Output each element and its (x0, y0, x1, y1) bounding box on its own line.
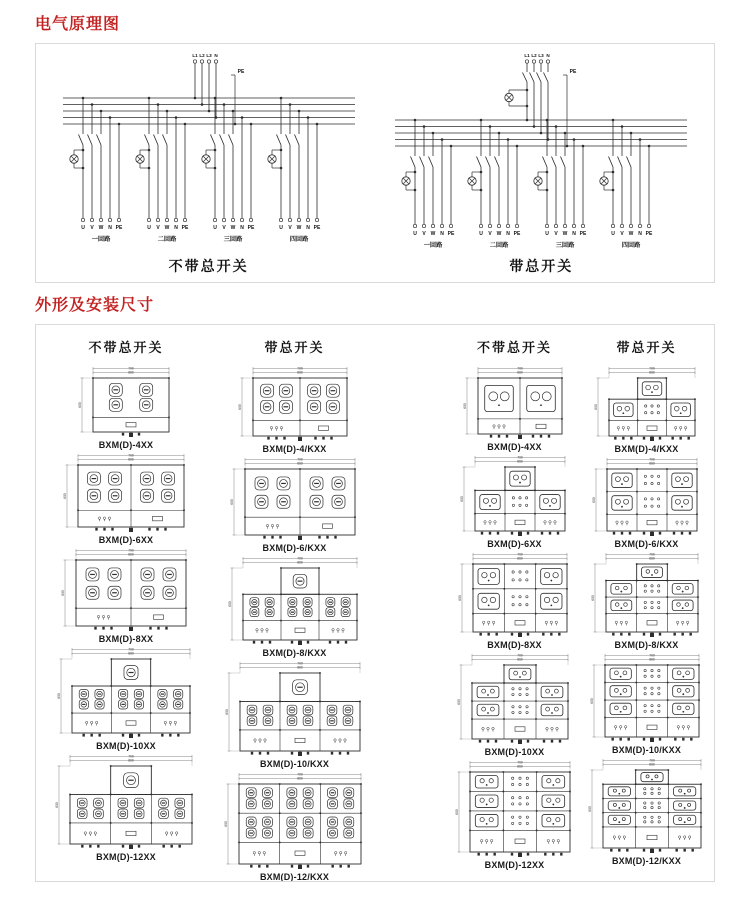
model-label: BXM(D)-6/KXX (262, 543, 327, 553)
svg-text:V: V (89, 225, 94, 231)
svg-text:600: 600 (589, 698, 594, 704)
dimension-column-1 (212, 337, 377, 882)
svg-text:660: 660 (296, 461, 303, 466)
svg-text:L3: L3 (205, 53, 212, 58)
svg-text:600: 600 (590, 595, 595, 601)
model-label: BXM(D)-4XX (98, 440, 154, 450)
svg-text:660: 660 (516, 556, 523, 561)
cabinet-svg (588, 758, 706, 856)
model-label: BXM(D)-8XX (487, 640, 542, 650)
svg-text:W: W (430, 231, 436, 237)
cabinet-figure (78, 366, 174, 450)
svg-text:U: U (545, 231, 550, 237)
svg-text:W: W (164, 225, 170, 231)
svg-text:三回路: 三回路 (223, 236, 242, 243)
svg-text:W: W (562, 231, 568, 237)
section2-title: 外形及安装尺寸 (35, 297, 155, 314)
circuit-diagram-no-main (49, 48, 369, 276)
svg-text:660: 660 (516, 370, 523, 375)
cabinet-svg (594, 366, 700, 444)
cabinet-svg (457, 653, 573, 747)
svg-text:660: 660 (516, 459, 523, 464)
cabinet-figure (458, 552, 572, 650)
svg-text:660: 660 (128, 457, 134, 462)
svg-text:PE: PE (447, 231, 455, 237)
svg-text:600: 600 (63, 493, 68, 499)
svg-text:N: N (440, 231, 445, 237)
svg-text:L2: L2 (198, 53, 205, 58)
column-header: 带总开关 (264, 340, 325, 355)
svg-text:PE: PE (181, 225, 188, 231)
svg-text:N: N (239, 225, 244, 231)
svg-text:700: 700 (648, 457, 655, 462)
model-label: BXM(D)-8/KXX (614, 640, 679, 650)
model-label: BXM(D)-10/KXX (611, 745, 682, 755)
cabinet-svg (230, 457, 360, 543)
svg-text:PE: PE (645, 231, 653, 237)
cabinet-svg (238, 366, 352, 444)
svg-text:660: 660 (128, 552, 134, 557)
svg-text:700: 700 (516, 455, 523, 460)
circuit-svg-with-main (381, 48, 701, 258)
svg-text:600: 600 (462, 403, 467, 409)
svg-text:N: N (546, 53, 550, 58)
svg-text:四回路: 四回路 (289, 236, 308, 243)
svg-text:700: 700 (296, 366, 303, 371)
svg-text:700: 700 (296, 556, 303, 561)
svg-text:V: V (287, 225, 292, 231)
svg-text:V: V (155, 225, 160, 231)
model-label: BXM(D)-8XX (98, 634, 154, 644)
cabinet-figure (238, 366, 352, 454)
svg-text:U: U (611, 231, 616, 237)
svg-text:U: U (479, 231, 484, 237)
cabinet-svg (63, 453, 189, 535)
model-label: BXM(D)-6XX (487, 539, 542, 549)
svg-text:700: 700 (516, 552, 523, 557)
svg-text:600: 600 (229, 499, 234, 505)
svg-text:660: 660 (648, 370, 655, 375)
circuit-diagram-with-main (381, 48, 701, 276)
svg-text:600: 600 (591, 497, 596, 503)
circuit-caption: 不带总开关 (168, 258, 249, 274)
svg-text:L1: L1 (191, 53, 198, 58)
circuit-caption: 带总开关 (509, 258, 574, 274)
model-label: BXM(D)-6XX (98, 535, 154, 545)
model-label: BXM(D)-12/KXX (259, 872, 330, 882)
svg-text:700: 700 (648, 366, 655, 371)
svg-text:N: N (305, 225, 310, 231)
svg-text:U: U (413, 231, 418, 237)
svg-text:700: 700 (128, 453, 134, 458)
svg-text:600: 600 (227, 601, 232, 607)
svg-text:660: 660 (128, 370, 134, 375)
svg-text:PE: PE (569, 69, 577, 75)
circuit-svg-no-main (49, 48, 369, 258)
svg-text:600: 600 (454, 809, 459, 815)
svg-text:700: 700 (296, 457, 303, 462)
svg-text:660: 660 (296, 665, 303, 670)
svg-text:600: 600 (57, 693, 62, 699)
svg-text:N: N (173, 225, 178, 231)
svg-text:600: 600 (457, 595, 462, 601)
cabinet-figure (590, 653, 704, 755)
svg-text:600: 600 (78, 402, 83, 408)
svg-text:PE: PE (579, 231, 587, 237)
svg-text:660: 660 (516, 657, 523, 662)
svg-text:W: W (230, 225, 236, 231)
svg-text:PE: PE (313, 225, 320, 231)
svg-text:700: 700 (128, 548, 134, 553)
cabinet-svg (590, 653, 704, 745)
svg-text:600: 600 (237, 404, 242, 410)
svg-text:600: 600 (61, 590, 66, 596)
cabinet-svg (592, 457, 702, 539)
cabinet-svg (228, 556, 362, 648)
cabinet-svg (463, 366, 567, 442)
model-label: BXM(D)-4/KXX (262, 444, 327, 454)
svg-text:W: W (628, 231, 634, 237)
cabinet-figure (591, 552, 703, 650)
cabinet-svg (55, 754, 197, 852)
dimension-column-2 (447, 337, 582, 873)
model-label: BXM(D)-4XX (487, 442, 542, 452)
cabinet-svg (460, 455, 570, 539)
svg-text:660: 660 (128, 758, 134, 763)
svg-text:600: 600 (55, 802, 60, 808)
svg-text:660: 660 (296, 560, 303, 565)
svg-text:V: V (221, 225, 226, 231)
cabinet-figure (230, 457, 360, 553)
svg-text:700: 700 (128, 647, 134, 652)
cabinet-figure (463, 366, 567, 452)
svg-text:700: 700 (128, 366, 134, 371)
svg-text:660: 660 (516, 764, 523, 769)
svg-text:600: 600 (224, 709, 229, 715)
svg-text:PE: PE (247, 225, 254, 231)
svg-text:W: W (496, 231, 502, 237)
svg-text:V: V (620, 231, 624, 237)
svg-text:700: 700 (516, 653, 523, 658)
svg-text:L3: L3 (538, 53, 544, 58)
cabinet-svg (225, 661, 365, 759)
cabinet-svg (458, 552, 572, 640)
section1-title: 电气原理图 (35, 16, 121, 33)
svg-text:660: 660 (128, 651, 134, 656)
svg-text:U: U (212, 225, 217, 231)
model-label: BXM(D)-4/KXX (614, 444, 679, 454)
svg-text:700: 700 (296, 772, 303, 777)
svg-text:N: N (572, 231, 577, 237)
svg-text:三回路: 三回路 (556, 242, 575, 249)
svg-text:600: 600 (223, 821, 228, 827)
svg-text:U: U (146, 225, 151, 231)
svg-text:V: V (488, 231, 492, 237)
cabinet-figure (460, 455, 570, 549)
column-header: 带总开关 (616, 340, 677, 355)
svg-text:一回路: 一回路 (424, 242, 443, 249)
column-header: 不带总开关 (476, 340, 552, 355)
svg-text:600: 600 (456, 699, 461, 705)
svg-text:四回路: 四回路 (622, 242, 641, 249)
svg-text:V: V (422, 231, 426, 237)
svg-text:W: W (98, 225, 104, 231)
svg-text:U: U (278, 225, 283, 231)
dimension-column-3 (584, 337, 709, 869)
model-label: BXM(D)-10XX (484, 747, 545, 757)
svg-text:V: V (554, 231, 558, 237)
svg-text:600: 600 (593, 404, 598, 410)
svg-text:600: 600 (587, 806, 592, 812)
svg-text:660: 660 (296, 776, 303, 781)
cabinet-figure (455, 760, 575, 870)
cabinet-svg (224, 772, 366, 872)
svg-text:660: 660 (648, 556, 655, 561)
svg-text:PE: PE (513, 231, 521, 237)
svg-text:PE: PE (237, 69, 244, 75)
cabinet-figure (457, 653, 573, 757)
svg-text:W: W (296, 225, 302, 231)
model-label: BXM(D)-6/KXX (614, 539, 679, 549)
svg-text:N: N (638, 231, 643, 237)
schematic-panel (35, 43, 715, 283)
cabinet-figure (592, 457, 702, 549)
cabinet-figure (225, 661, 365, 769)
svg-text:L2: L2 (531, 53, 537, 58)
cabinet-figure (228, 556, 362, 658)
cabinet-svg (78, 366, 174, 440)
model-label: BXM(D)-10XX (96, 741, 156, 751)
svg-text:700: 700 (516, 366, 523, 371)
svg-text:U: U (80, 225, 85, 231)
svg-text:600: 600 (459, 496, 464, 502)
model-label: BXM(D)-12XX (96, 852, 156, 862)
cabinet-figure (63, 453, 189, 545)
cabinet-figure (588, 758, 706, 866)
cabinet-figure (55, 754, 197, 862)
svg-text:700: 700 (648, 552, 655, 557)
model-label: BXM(D)-10/KXX (259, 759, 330, 769)
cabinet-figure (57, 647, 195, 751)
svg-text:660: 660 (648, 762, 655, 767)
svg-text:二回路: 二回路 (157, 236, 176, 243)
model-label: BXM(D)-12/KXX (611, 856, 682, 866)
svg-text:PE: PE (115, 225, 122, 231)
svg-text:L1: L1 (524, 53, 530, 58)
cabinet-svg (57, 647, 195, 741)
svg-text:二回路: 二回路 (490, 242, 509, 249)
svg-text:N: N (107, 225, 112, 231)
cabinet-svg (455, 760, 575, 860)
svg-text:N: N (213, 53, 218, 58)
svg-text:660: 660 (296, 370, 303, 375)
svg-text:700: 700 (516, 760, 523, 765)
model-label: BXM(D)-8/KXX (262, 648, 327, 658)
svg-text:一回路: 一回路 (91, 236, 110, 243)
svg-text:700: 700 (296, 661, 303, 666)
model-label: BXM(D)-12XX (484, 860, 545, 870)
svg-text:660: 660 (648, 461, 655, 466)
svg-text:660: 660 (648, 657, 655, 662)
cabinet-svg (61, 548, 191, 634)
column-header: 不带总开关 (88, 340, 164, 355)
svg-text:N: N (506, 231, 511, 237)
svg-text:700: 700 (648, 758, 655, 763)
cabinet-figure (224, 772, 366, 882)
dimensions-panel (35, 324, 715, 882)
cabinet-svg (591, 552, 703, 640)
svg-text:700: 700 (648, 653, 655, 658)
svg-text:700: 700 (128, 754, 134, 759)
cabinet-figure (61, 548, 191, 644)
dimension-column-0 (46, 337, 206, 865)
cabinet-figure (594, 366, 700, 454)
